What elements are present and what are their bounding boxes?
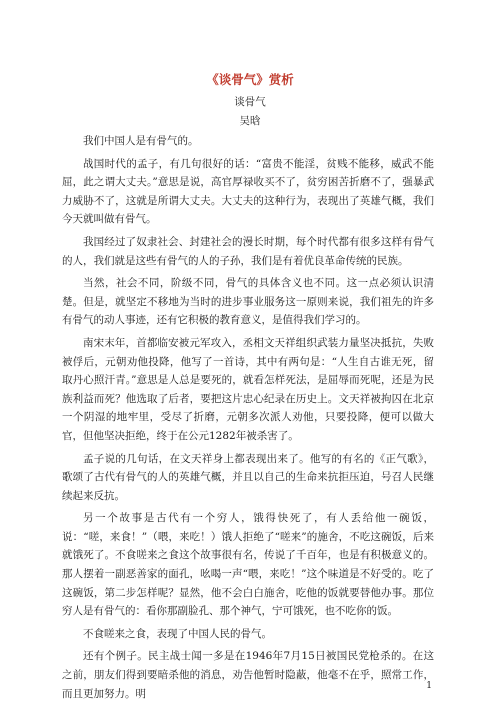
paragraph: 不食嗟来之食，表现了中国人民的骨气。 (83, 627, 272, 640)
paragraph: 我们中国人是有骨气的。 (83, 135, 199, 147)
page-number: 1 (426, 681, 432, 691)
paragraph: 我国经过了奴隶社会、封建社会的漫长时期，每个时代都有很多这样有骨气的人，我们就是这些有骨气的人的子孙，我们是有着优良革命传统的民族。 (62, 235, 434, 267)
article-body (62, 132, 434, 707)
document-title: 《谈骨气》赏析 (206, 72, 294, 87)
paragraph: 战国时代的孟子，有几句很好的话：“富贵不能淫，贫贱不能移，威武不能屈，此之谓大丈夫。”意思是说，高官厚禄收买不了，贫穷困苦折磨不了，强暴武力威胁不了，这就是所谓大丈夫。大丈夫的这种行为，表现出了英雄气概，我们今天就叫做有骨气。 (62, 157, 434, 226)
article-title: 谈骨气 (234, 96, 266, 108)
paragraph: 另一个故事是古代有一个穷人，饿得快死了，有人丢给他一碗饭，说：“嗟，来食！”（喂，来吃！）饿人拒绝了“嗟来”的施舍，不吃这碗饭，后来就饿死了。不食嗟来之食这个故事很有名，传说了千百年，也是有积极意义的。那人摆着一副恶善家的面孔，吆喝一声“喂，来吃！”这个味道是不好受的。吃了这碗饭，第二步怎样呢？显然，他不会白白施舍，吃他的饭就要替他办事。那位穷人是有骨气的：看你那副脸孔、那个神气，宁可饿死，也不吃你的饭。 (62, 512, 434, 618)
paragraph: 孟子说的几句话，在文天祥身上都表现出来了。他写的有名的《正气歌》，歌颂了古代有骨气的人的英雄气概，并且以自己的生命来抗拒压迫，号召人民继续起来反抗。 (62, 452, 434, 502)
paragraph: 南宋末年，首都临安被元军攻入，丞相文天祥组织武装力量坚决抵抗，失败被俘后，元朝劝他投降，他写了一首诗，其中有两句是：“人生自古谁无死，留取丹心照汗青。”意思是人总是要死的，就看怎样死法，是屈辱而死呢，还是为民族利益而死？他选取了后者，要把这片忠心纪录在历史上。文天祥被拘囚在北京一个阴湿的地牢里，受尽了折磨，元朝多次派人劝他，只要投降，便可以做大官，但他坚决拒绝，终于在公元1282年被杀害了。 (62, 336, 434, 442)
author-name: 吴晗 (239, 115, 261, 127)
paragraph: 还有个例子。民主战士闻一多是在1946年7月15日被国民党枪杀的。在这之前，朋友们得到要暗杀他的消息，劝告他暂时隐蔽，他毫不在乎，照常工作，而且更加努力。明 (62, 650, 434, 700)
paragraph: 当然，社会不同，阶级不同，骨气的具体含义也不同。这一点必须认识清楚。但是，就坚定不移地为当时的进步事业服务这一原则来说，我们祖先的许多有骨气的动人事迹，还有它积极的教育意义，是值得我们学习的。 (62, 277, 434, 327)
